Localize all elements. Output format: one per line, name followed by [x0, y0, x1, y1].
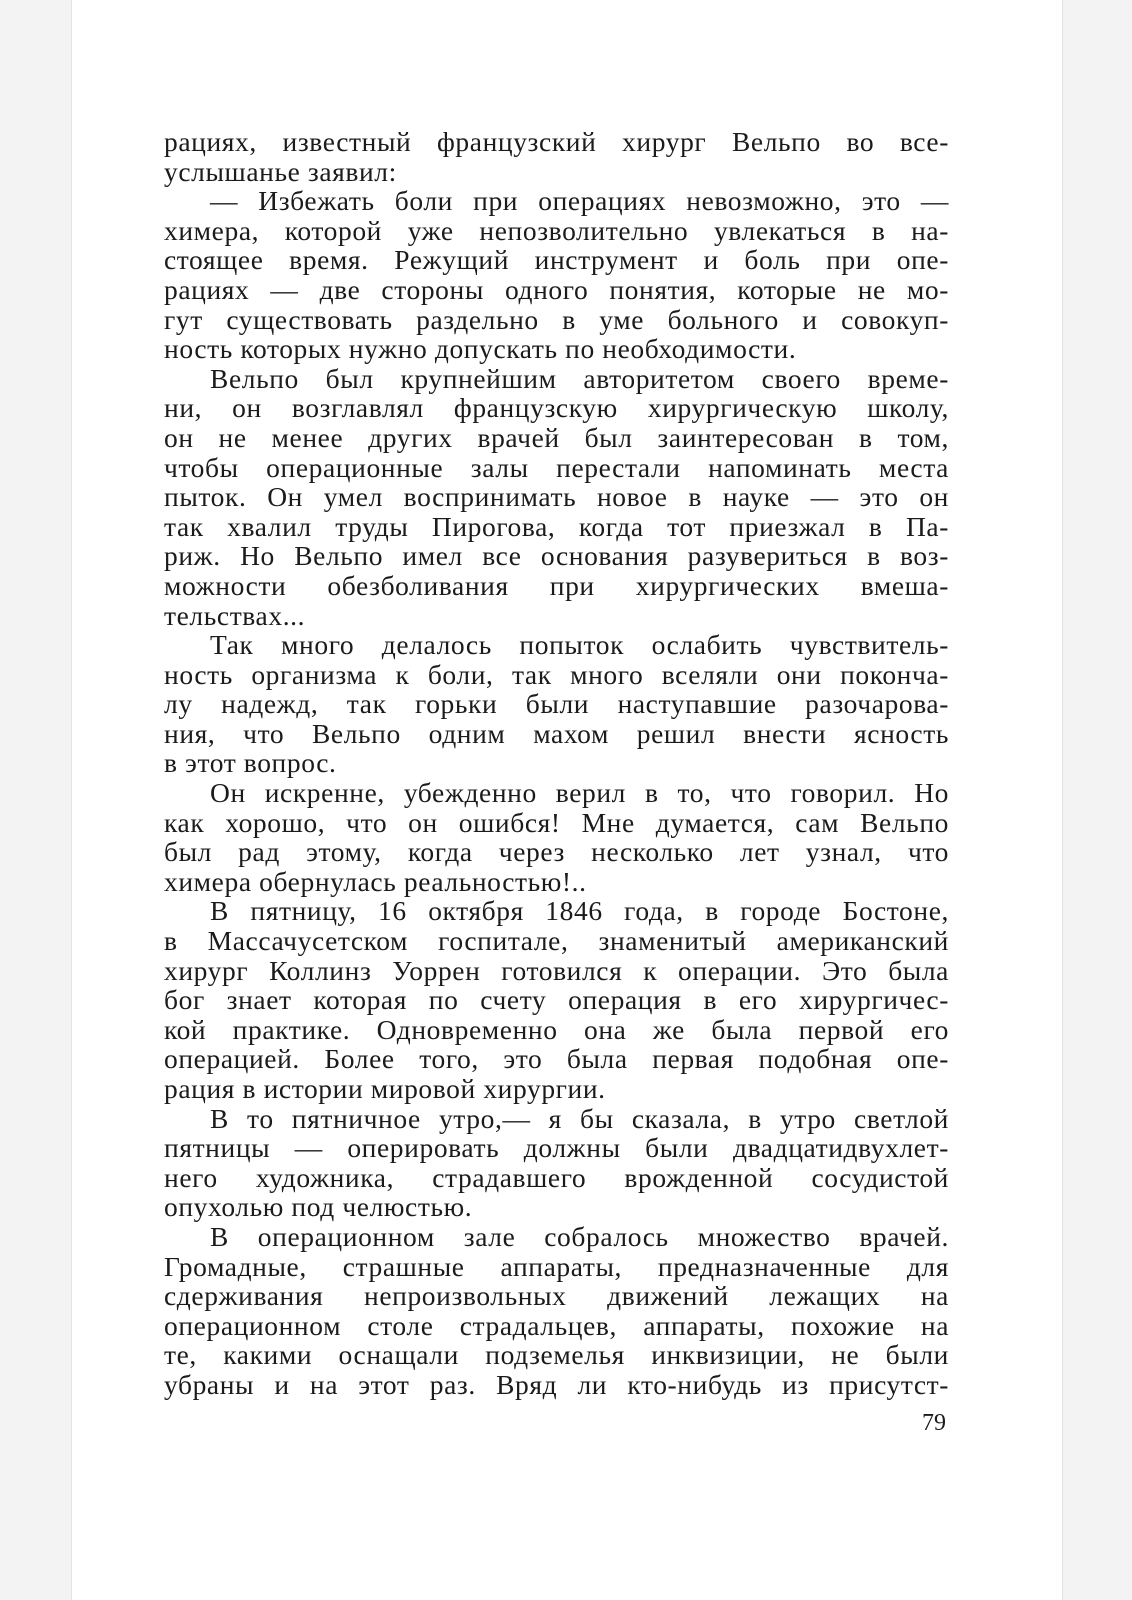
paragraph: [164, 186, 949, 364]
text-line: убраны и на этот раз. Вряд ли кто-нибудь из присутст-: [164, 1368, 949, 1400]
text-line: химера обернулась реальностью!..: [164, 865, 587, 897]
text-line: операционном столе страдальцев, аппараты, похожие на: [164, 1309, 949, 1341]
text-line: В операционном зале собралось множество врачей.: [210, 1220, 949, 1252]
text-line: сдерживания непроизвольных движений лежащих на: [164, 1280, 949, 1312]
text-line: пятницы — оперировать должны были двадцатидвухлет-: [164, 1132, 949, 1164]
text-line: ния, что Вельпо одним махом решил внести ясность: [164, 717, 949, 749]
text-line: в этот вопрос.: [164, 747, 337, 779]
text-line: риж. Но Вельпо имел все основания разувериться в воз-: [164, 540, 949, 572]
book-page: [71, 0, 1063, 1600]
text-line: рациях — две стороны одного понятия, которые не мо-: [164, 273, 949, 305]
text-line: В то пятничное утро,— я бы сказала, в утро светлой: [210, 1102, 949, 1134]
text-line: него художника, страдавшего врожденной сосудистой: [164, 1161, 949, 1193]
text-line: бог знает которая по счету операция в его хирургичес-: [164, 984, 949, 1016]
text-line: как хорошо, что он ошибся! Мне думается, сам Вельпо: [164, 806, 949, 838]
text-line: кой практике. Одновременно она же была первой его: [164, 1013, 949, 1045]
body-text: [164, 127, 949, 1400]
text-line: ни, он возглавлял французскую хирургическую школу,: [164, 392, 949, 424]
text-line: так хвалил труды Пирогова, когда тот приезжал в Па-: [164, 510, 949, 542]
text-line: ность организма к боли, так много вселяли они поконча-: [164, 658, 949, 690]
text-line: он не менее других врачей был заинтересован в том,: [164, 421, 949, 453]
paragraph: [164, 364, 949, 630]
text-line: тельствах...: [164, 599, 306, 631]
text-line: хирург Коллинз Уоррен готовился к операции. Это была: [164, 954, 949, 986]
text-line: гут существовать раздельно в уме больного и совокуп-: [164, 303, 949, 335]
text-line: в Массачусетском госпитале, знаменитый американский: [164, 925, 949, 957]
text-line: В пятницу, 16 октября 1846 года, в городе Бостоне,: [210, 895, 949, 927]
text-line: те, какими оснащали подземелья инквизиции, не были: [164, 1339, 949, 1371]
text-line: услышанье заявил:: [164, 155, 397, 187]
text-line: можности обезболивания при хирургических вмеша-: [164, 569, 949, 601]
text-line: операцией. Более того, это была первая подобная опе-: [164, 1043, 949, 1075]
paragraph: [164, 896, 949, 1103]
text-line: опухолью под челюстью.: [164, 1191, 473, 1223]
text-line: лу надежд, так горьки были наступавшие разочарова-: [164, 688, 949, 720]
text-line: был рад этому, когда через несколько лет узнал, что: [164, 836, 949, 868]
paragraph: [164, 778, 949, 896]
page-number: 79: [922, 1410, 946, 1436]
text-line: — Избежать боли при операциях невозможно, это —: [210, 185, 949, 217]
text-line: химера, которой уже непозволительно увлекаться в на-: [164, 214, 949, 246]
paragraph: [164, 1104, 949, 1222]
text-line: рация в истории мировой хирургии.: [164, 1073, 606, 1104]
text-line: Так много делалось попыток ослабить чувствитель-: [210, 629, 949, 661]
text-line: стоящее время. Режущий инструмент и боль при опе-: [164, 244, 949, 276]
text-line: ность которых нужно допускать по необходимости.: [164, 333, 797, 365]
text-line: Он искренне, убежденно верил в то, что говорил. Но: [210, 777, 949, 809]
paragraph: [164, 630, 949, 778]
text-line: Вельпо был крупнейшим авторитетом своего време-: [210, 362, 949, 394]
text-line: чтобы операционные залы перестали напоминать места: [164, 451, 949, 483]
paragraph: [164, 1222, 949, 1400]
paragraph: [164, 127, 949, 186]
text-line: Громадные, страшные аппараты, предназначенные для: [164, 1250, 949, 1282]
text-line: рациях, известный французский хирург Вельпо во все-: [164, 126, 949, 157]
text-line: пыток. Он умел воспринимать новое в науке — это он: [164, 481, 949, 513]
